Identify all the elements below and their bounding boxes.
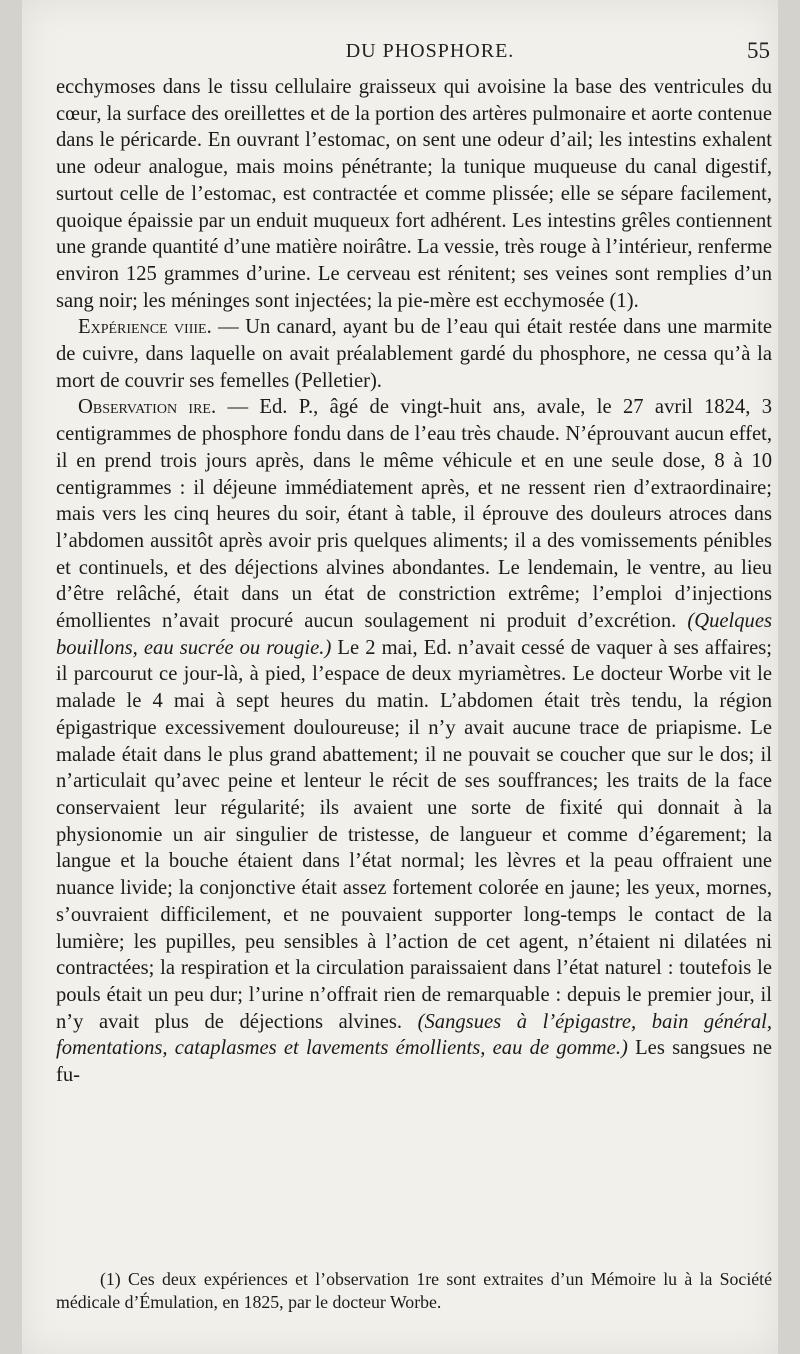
paragraph-text: — Ed. P., âgé de vingt-huit ans, avale, le 27 avril 1824, 3 centigrammes de phosphore fondu dans de l’eau très chaude. N’éprouvant aucun effet, il en prend trois jours après, dans le même véhicule et en une seule dose, 8 à 10 centigrammes : il déjeune immédiatement après, et ne ressent rien d’extraordinaire; mais vers les cinq heures du soir, étant à table, il éprouve des douleurs atroces dans l’abdomen aussitôt après avoir pris quelques aliments; il a des vomissements pénibles et continuels, et des déjections alvines abondantes. Le lendemain, le ventre, au lieu d’être relâché, était dans un état de constriction extrême; l’emploi d’injections émollientes n’avait procuré aucun soulagement ni produit d’excrétion. [56,396,772,633]
footnote [56,1268,772,1314]
paragraph-text: — Un canard, ayant bu de l’eau qui était restée dans une marmite de cuivre, dans laquelle on avait préalablement gardé du phosphore, ne cessa qu’à la mort de couvrir ses femelles (Pelletier). [56,316,772,392]
paragraph-text: ecchymoses dans le tissu cellulaire graisseux qui avoisine la base des ventricules du cœur, la surface des oreillettes et de la portion des artères pulmonaire et aorte contenue dans le péricarde. En ouvrant l’estomac, on sent une odeur d’ail; les intestins exhalent une odeur analogue, mais moins pénétrante; la tunique muqueuse du canal digestif, surtout celle de l’estomac, est contractée et comme plissée; elle se sépare facilement, quoique épaissie par un enduit muqueux fort adhérent. Les intestins grêles contiennent une grande quantité d’une matière noirâtre. La vessie, très rouge à l’intérieur, renferme environ 125 grammes d’urine. Le cerveau est rénitent; ses veines sont remplies d’un sang noir; les méninges sont injectées; la pie-mère est ecchymosée (1). [56,76,772,312]
treatment-note: (Quelques bouillons, eau sucrée ou rougie.) [56,610,772,659]
paragraph-observation-1 [56,394,772,1088]
paragraph-experience-8 [56,314,772,394]
page-number: 55 [747,38,770,63]
treatment-note: (Sangsues à l’épigastre, bain général, fomentations, cataplasmes et lavements émollients, eau de gomme.) [56,1010,772,1060]
paragraph-text: Les sangsues ne fu- [56,1037,772,1087]
running-head [82,40,778,70]
body-text [56,74,772,1089]
running-head-title: DU PHOSPHORE. [345,40,515,62]
footnote-text: (1) Ces deux expériences et l’observation 1re sont extraites d’un Mémoire lu à la Société médicale d’Émulation, en 1825, par le docteur Worbe. [56,1269,772,1312]
experience-heading: Expérience viiie. [78,316,212,339]
paragraph-text: Le 2 mai, Ed. n’avait cessé de vaquer à ses affaires; il parcourut ce jour-là, à pied, l’espace de deux myriamètres. Le docteur Worbe vit le malade le 4 mai à sept heures du matin. L’abdomen était très tendu, la région épigastrique excessivement douloureuse; il n’y avait aucune trace de priapisme. Le malade était dans le plus grand abattement; il ne pouvait se coucher que sur le dos; il n’articulait qu’avec peine et lenteur le récit de ses souffrances; les traits de la face conservaient leur régularité; ils avaient une sorte de fixité qui donnait à la physionomie un air singulier de tristesse, de langueur et comme d’égarement; la langue et la bouche étaient dans l’état normal; les lèvres et la peau offraient une nuance livide; la conjonctive était assez fortement colorée en jaune; les yeux, mornes, s’ouvraient difficilement, et ne pouvaient supporter long-temps le contact de la lumière; les pupilles, peu sensibles à l’action de cet agent, n’étaient ni dilatées ni contractées; la respiration et la circulation paraissaient dans l’état naturel : toutefois le pouls était un peu dur; l’urine n’offrait rien de remarquable : depuis le premier jour, il n’y avait plus de déjections alvines. [56,636,772,1033]
paragraph-continuation [56,74,772,314]
observation-heading: Observation ire. [78,396,217,419]
book-page [22,0,778,1354]
